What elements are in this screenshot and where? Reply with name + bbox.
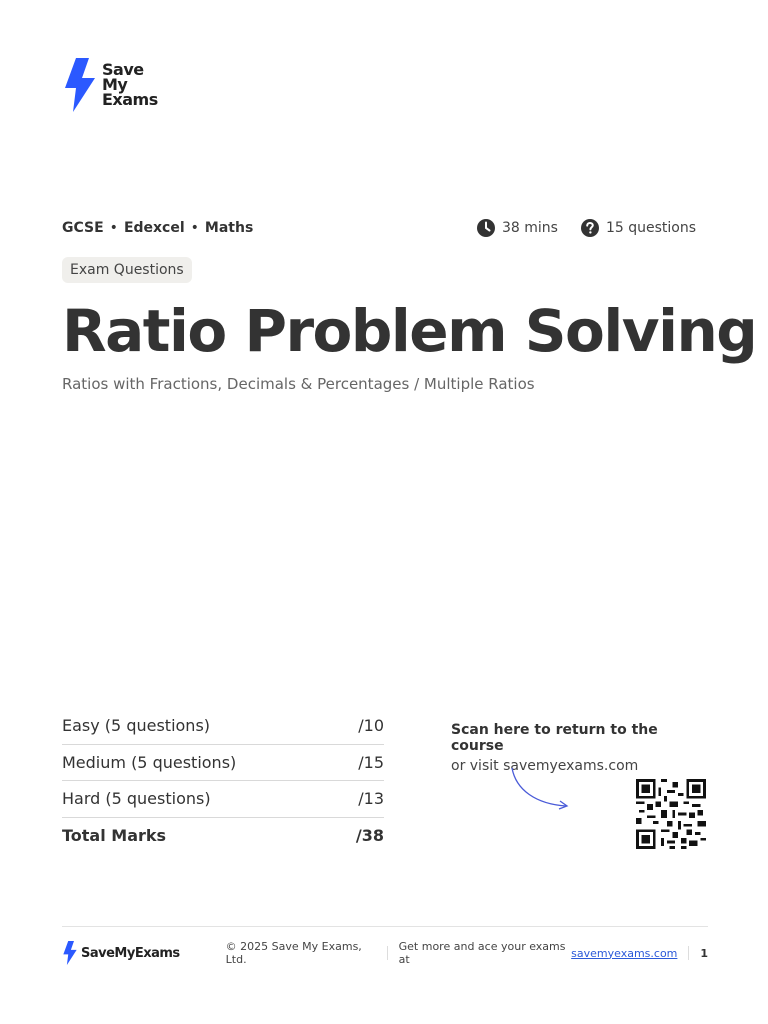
- scan-subtitle: or visit savemyexams.com: [451, 758, 639, 774]
- footer-separator: [688, 946, 689, 960]
- footer-cta: Get more and ace your exams at: [398, 940, 566, 966]
- marks-value: /15: [358, 752, 384, 772]
- qr-code-icon[interactable]: [634, 779, 708, 849]
- logo-line: Save: [102, 60, 144, 79]
- marks-label: Medium (5 questions): [62, 752, 237, 772]
- footer-link[interactable]: savemyexams.com: [571, 946, 678, 960]
- curved-arrow-icon: [508, 766, 572, 814]
- breadcrumb-board: Edexcel: [123, 220, 185, 236]
- page-subtitle: Ratios with Fractions, Decimals & Percentages / Multiple Ratios: [62, 375, 535, 393]
- footer-logo: [62, 941, 180, 965]
- breadcrumb-separator: •: [109, 220, 118, 236]
- marks-row-total: [62, 818, 384, 855]
- marks-table: [62, 708, 384, 854]
- logo-wordmark: [102, 62, 158, 107]
- footer-logo-text: SaveMyExams: [81, 945, 180, 961]
- marks-row-hard: [62, 781, 384, 818]
- marks-label: Easy (5 questions): [62, 716, 211, 736]
- brand-logo: [62, 58, 158, 112]
- scan-title: Scan here to return to the course: [451, 722, 658, 754]
- footer-separator: [387, 946, 388, 960]
- page-title: Ratio Problem Solving: [62, 297, 757, 365]
- marks-value: /13: [358, 789, 384, 809]
- marks-row-easy: [62, 708, 384, 745]
- footer-copyright: © 2025 Save My Exams, Ltd.: [225, 940, 362, 966]
- footer: [62, 940, 708, 966]
- marks-value: /10: [358, 716, 384, 736]
- breadcrumb: [62, 220, 253, 236]
- marks-value: /38: [355, 826, 384, 846]
- marks-row-medium: [62, 745, 384, 782]
- footer-divider: [62, 926, 708, 927]
- logo-line: Exams: [102, 90, 158, 109]
- lightning-bolt-icon: [62, 941, 78, 965]
- question-icon: [580, 218, 600, 238]
- marks-label: Hard (5 questions): [62, 789, 211, 809]
- exam-questions-badge: Exam Questions: [62, 257, 192, 283]
- marks-label: Total Marks: [62, 826, 167, 846]
- breadcrumb-level: GCSE: [62, 220, 104, 236]
- scan-prompt: [451, 722, 711, 774]
- meta-row: [62, 218, 696, 238]
- exam-stats: [476, 218, 696, 238]
- lightning-bolt-icon: [62, 58, 98, 112]
- breadcrumb-subject: Maths: [204, 220, 254, 236]
- questions-stat: [580, 218, 696, 238]
- questions-text: 15 questions: [605, 220, 696, 236]
- logo-line: My: [102, 75, 128, 94]
- page-number: 1: [700, 946, 708, 960]
- duration-text: 38 mins: [501, 220, 558, 236]
- duration-stat: [476, 218, 558, 238]
- clock-icon: [476, 218, 496, 238]
- breadcrumb-separator: •: [190, 220, 199, 236]
